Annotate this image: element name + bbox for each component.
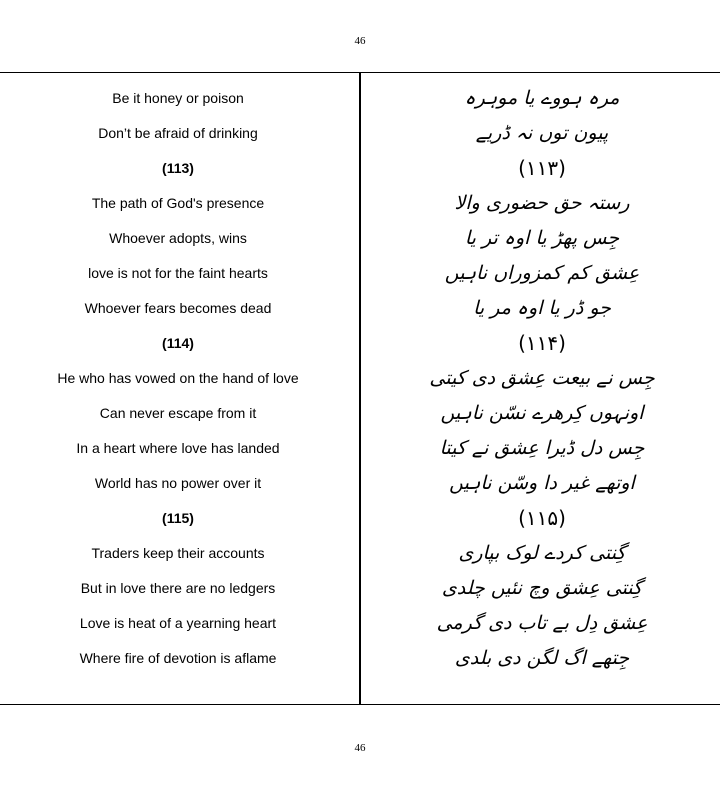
english-verse-line: The path of God's presence: [91, 194, 265, 211]
english-verse-line: Whoever fears becomes dead: [84, 299, 272, 316]
punjabi-verse-line: پیون توں نہ ڈریے: [475, 121, 609, 144]
punjabi-verse-line: اونہوں کِرھرے نسّن ناہیں: [440, 401, 644, 424]
verse-number: (114): [162, 334, 194, 351]
punjabi-verse-line: جِس پھڑ یا اوہ تر یا: [464, 226, 620, 249]
punjabi-verse-line: گِنتی کردے لوک بپاری: [458, 541, 626, 564]
verse-number-punjabi: (۱۱۳): [518, 155, 566, 180]
english-verse-line: Don’t be afraid of drinking: [98, 124, 258, 141]
english-verse-line: Traders keep their accounts: [91, 544, 265, 561]
punjabi-verse-line: جو ڈر یا اوہ مر یا: [473, 296, 611, 319]
punjabi-verse-line: عِشق کم کمزوراں ناہیں: [444, 261, 640, 284]
punjabi-verse-line: اوتھے غیر دا وسّن ناہیں: [449, 471, 635, 494]
column-divider: [359, 72, 361, 704]
punjabi-column: [364, 80, 720, 675]
english-verse-line: World has no power over it: [94, 474, 262, 491]
english-verse-line: Can never escape from it: [99, 404, 257, 421]
english-verse-line: But in love there are no ledgers: [80, 579, 276, 596]
punjabi-verse-line: جِس نے بیعت عِشق دی کیتی: [429, 366, 655, 389]
punjabi-verse-line: جِتھے اگ لگن دی بلدی: [454, 646, 630, 669]
verse-number: (115): [162, 509, 194, 526]
english-verse-line: He who has vowed on the hand of love: [57, 369, 299, 386]
bottom-rule: [0, 704, 720, 705]
english-verse-line: In a heart where love has landed: [76, 439, 280, 456]
page-number-bottom: 46: [354, 742, 366, 754]
english-verse-line: Be it honey or poison: [112, 89, 244, 106]
punjabi-verse-line: رستہ حق حضوری والا: [454, 191, 630, 214]
page-number-top: 46: [354, 35, 366, 47]
verse-number-punjabi: (۱۱۴): [518, 330, 566, 355]
english-verse-line: love is not for the faint hearts: [88, 264, 268, 281]
punjabi-verse-line: گِنتی عِشق وچ نئیں چلدی: [441, 576, 643, 599]
english-verse-line: Love is heat of a yearning heart: [79, 614, 277, 631]
english-column: [0, 80, 356, 675]
punjabi-verse-line: مرہ ہووے یا موہرہ: [464, 86, 620, 109]
verse-number-punjabi: (۱۱۵): [518, 505, 566, 530]
verse-number: (113): [162, 159, 194, 176]
english-verse-line: Where fire of devotion is aflame: [79, 649, 277, 666]
english-verse-line: Whoever adopts, wins: [109, 229, 247, 246]
punjabi-verse-line: عِشق دِل بے تاب دی گرمی: [436, 611, 648, 634]
punjabi-verse-line: جِس دل ڈیرا عِشق نے کیتا: [439, 436, 645, 459]
